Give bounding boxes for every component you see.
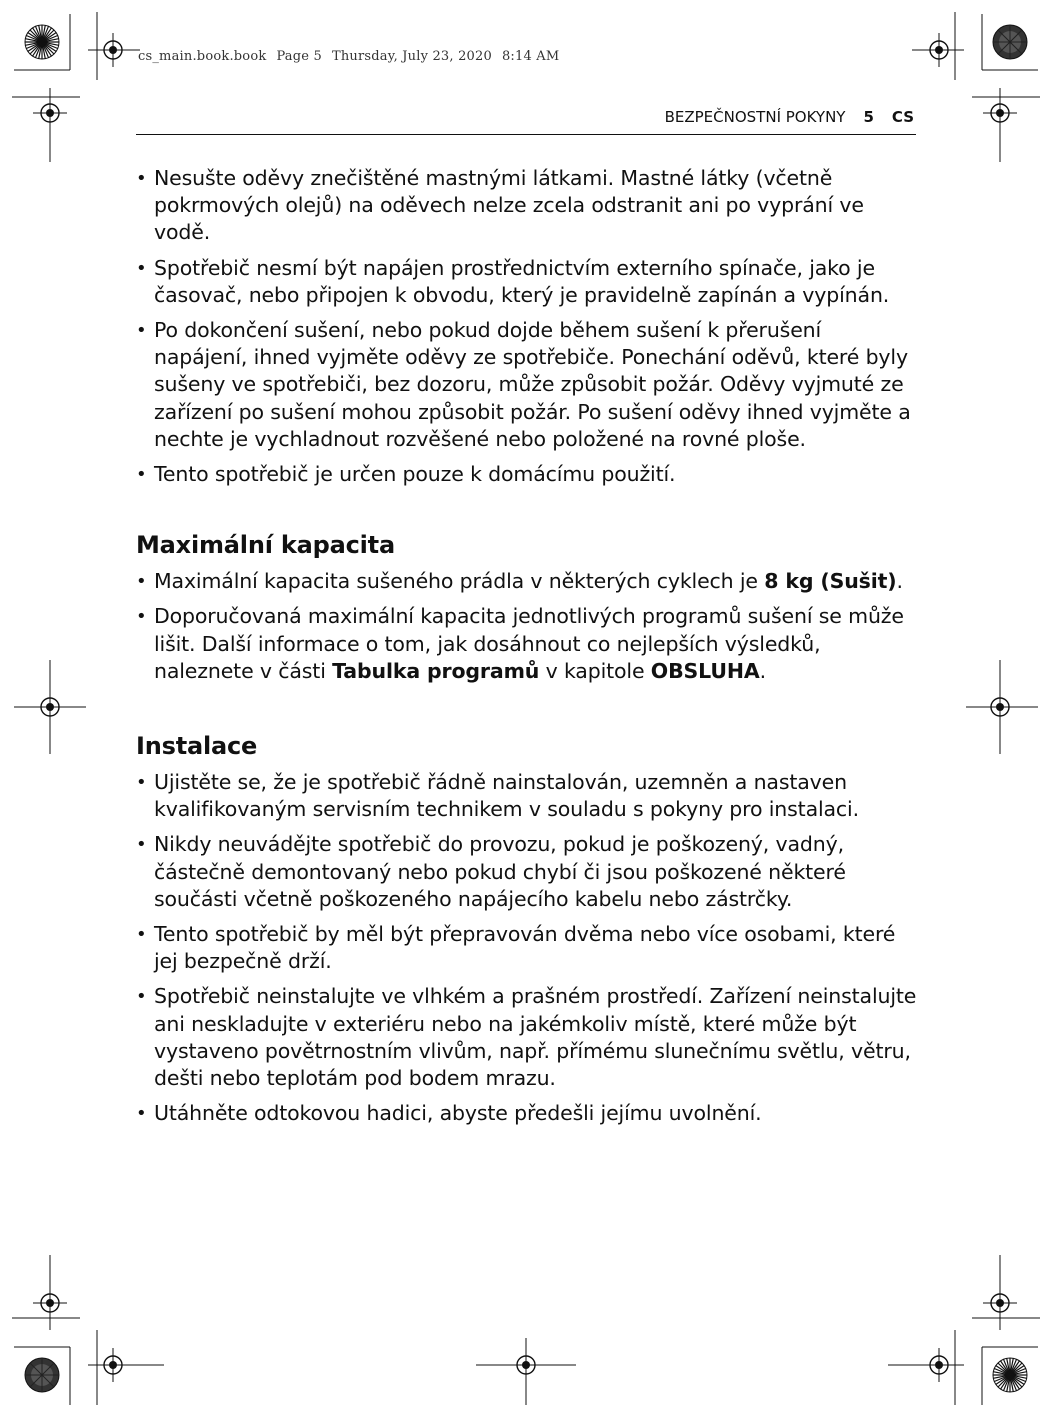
list-item (136, 603, 918, 685)
header-rule (136, 134, 916, 135)
list-item: • Nikdy neuvádějte spotřebič do provozu, pokud je poškozený, vadný, částečně demontovaný nebo pokud chybí či jsou poškozené některé součásti včetně poškozeného napájecího kabelu nebo zástrčky. (136, 831, 918, 913)
list-item: • Tento spotřebič je určen pouze k domácímu použití. (136, 461, 918, 488)
list-item: • Tento spotřebič by měl být přepravován dvěma nebo více osobami, které jej bezpečně drží. (136, 921, 918, 975)
capacity-text: Maximální kapacita sušeného prádla v některých cyklech je (154, 569, 765, 594)
punct: . (896, 569, 903, 594)
program-table-ref: Tabulka programů (332, 658, 540, 683)
print-slug (138, 49, 569, 64)
list-item: • Ujistěte se, že je spotřebič řádně nainstalován, uzemněn a nastaven kvalifikovaným servisním technikem v souladu s pokyny pro instalaci. (136, 769, 918, 823)
list-item: • Spotřebič neinstalujte ve vlhkém a prašném prostředí. Zařízení neinstalujte ani neskladujte v exteriéru nebo na jakémkoliv místě, které může být vystaveno povětrnostním vlivům, např. přímému slunečnímu světlu, větru, dešti nebo teplotám pod bodem mrazu. (136, 983, 918, 1092)
slug-date: Thursday, July 23, 2020 (331, 49, 492, 64)
list-item: • Po dokončení sušení, nebo pokud dojde během sušení k přerušení napájení, ihned vyjměte oděvy ze spotřebiče. Ponechání oděvů, které byly sušeny ve spotřebiči, bez dozoru, může způsobit požár. Oděvy vyjmuté ze zařízení po sušení mohou způsobit požár. Po sušení oděvy ihned vyjměte a nechte je vychladnout rozvěšené nebo položené na rovné ploše. (136, 317, 918, 453)
installation-bullet-list (136, 769, 918, 1127)
capacity-value: 8 kg (Sušit) (764, 569, 897, 594)
list-item (136, 568, 918, 595)
capacity-text: Doporučovaná maximální kapacita jednotlivých programů sušení se může lišit. Další informace o tom, jak dosáhnout co nejlepších výsledků, naleznete v části (154, 604, 904, 683)
list-item: • Utáhněte odtokovou hadici, abyste předešli jejímu uvolnění. (136, 1100, 918, 1127)
chapter-ref: OBSLUHA (650, 658, 760, 683)
capacity-text: v kapitole (539, 658, 651, 683)
capacity-heading: Maximální kapacita (136, 531, 395, 560)
slug-time: 8:14 AM (501, 49, 560, 64)
slug-page: Page 5 (276, 49, 322, 64)
running-header (136, 108, 916, 130)
list-item: • Nesušte oděvy znečištěné mastnými látkami. Mastné látky (včetně pokrmových olejů) na oděvech nelze zcela odstranit ani po vyprání ve vodě. (136, 165, 918, 247)
header-language: CS (891, 108, 914, 126)
header-section-title: BEZPEČNOSTNÍ POKYNY (664, 108, 846, 126)
page-content (136, 165, 918, 1135)
header-page-number: 5 (863, 108, 874, 126)
intro-bullet-list (136, 165, 918, 488)
list-item: • Spotřebič nesmí být napájen prostřednictvím externího spínače, jako je časovač, nebo připojen k obvodu, který je pravidelně zapínán a vypínán. (136, 255, 918, 309)
capacity-bullet-list (136, 568, 918, 685)
punct: . (759, 658, 766, 683)
installation-heading: Instalace (136, 732, 258, 761)
slug-file: cs_main.book.book (138, 49, 267, 64)
